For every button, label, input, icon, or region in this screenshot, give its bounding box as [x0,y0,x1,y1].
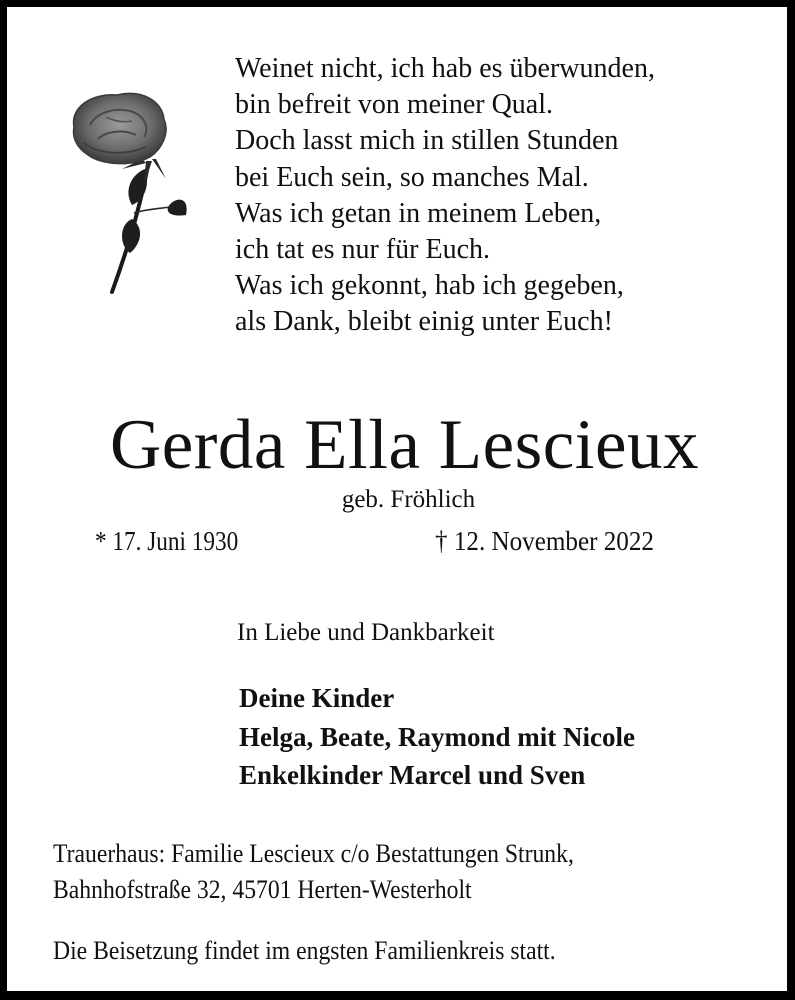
family-line: Enkelkinder Marcel und Sven [239,760,586,790]
family-line: Deine Kinder [239,683,395,713]
family-line: Helga, Beate, Raymond mit Nicole [239,721,635,752]
family-list [239,679,635,795]
mourning-address [53,836,574,908]
burial-note: Die Beisetzung findet im engsten Familienkreis statt. [53,936,556,965]
poem-line: Doch lasst mich in stillen Stunden [235,125,619,157]
death-date: † 12. November 2022 [435,526,654,556]
poem-line: ich tat es nur für Euch. [235,234,491,266]
poem-line: Was ich getan in meinem Leben, [235,197,602,229]
address-line: Trauerhaus: Familie Lescieux c/o Bestattungen Strunk, [53,839,574,868]
poem [235,51,655,341]
poem-line: bei Euch sein, so manches Mal. [235,161,589,193]
poem-line: Weinet nicht, ich hab es überwunden, [235,53,655,84]
deceased-name: Gerda Ella Lescieux [109,406,700,484]
poem-line: bin befreit von meiner Qual. [235,89,554,121]
address-line: Bahnhofstraße 32, 45701 Herten-Westerholt [53,875,472,904]
maiden-name: geb. Fröhlich [341,486,476,513]
poem-line: Was ich gekonnt, hab ich gegeben, [235,270,624,302]
poem-line: als Dank, bleibt einig unter Euch! [235,306,613,338]
birth-date: * 17. Juni 1930 [95,526,239,556]
rose-icon [62,87,202,302]
closing-phrase: In Liebe und Dankbarkeit [237,619,495,646]
